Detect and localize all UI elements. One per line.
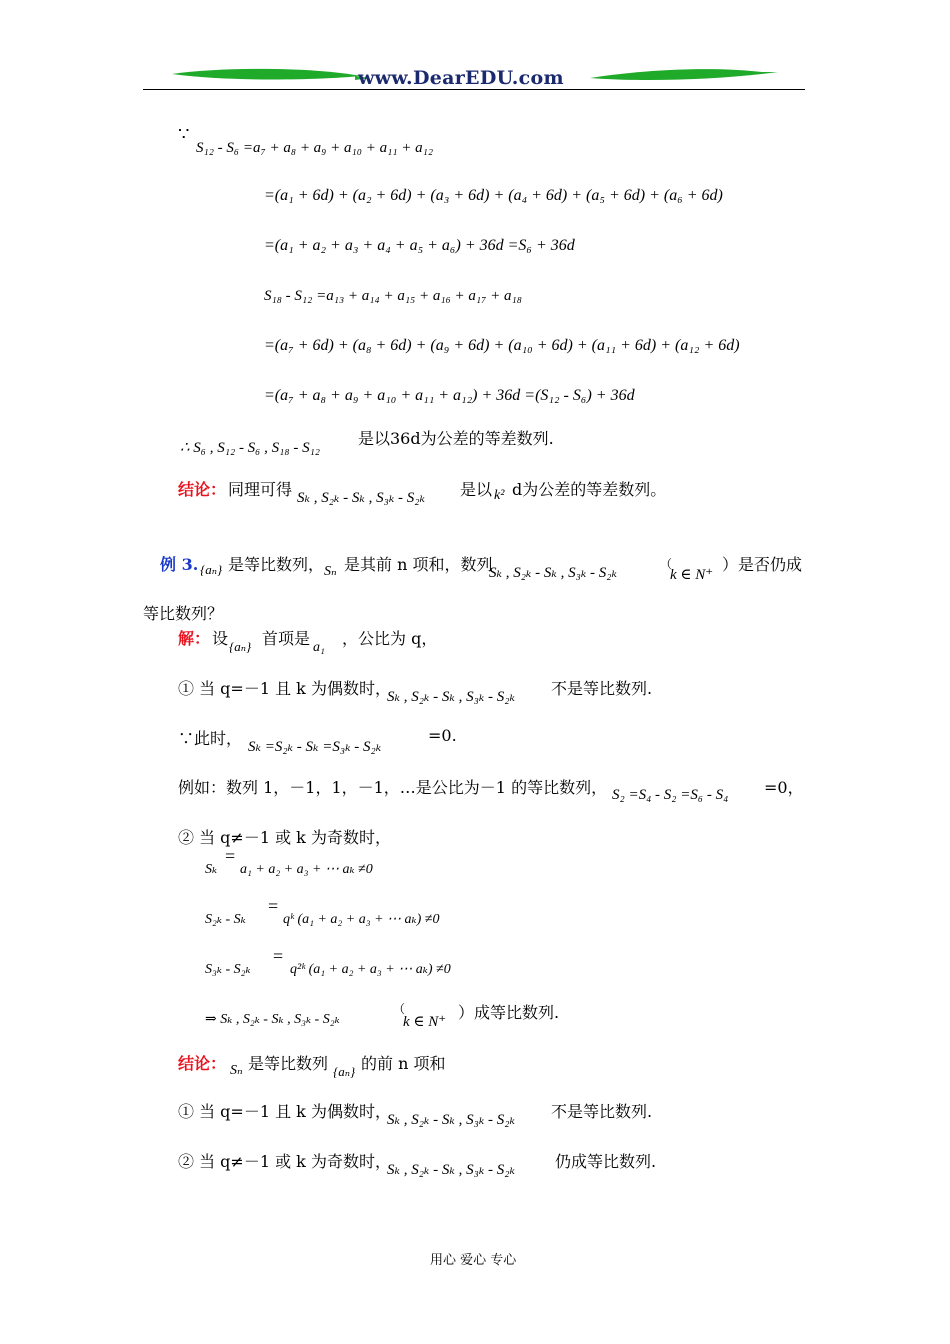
since-end: =0.	[428, 726, 457, 745]
case-2-text: ② 当 q≠－1 或 k 为奇数时，	[178, 828, 391, 847]
conclusion-2-case-1: ① 当 q=－1 且 k 为偶数时，	[178, 1102, 391, 1121]
conclusion-text: d为公差的等差数列。	[512, 480, 667, 499]
because-symbol: ∵	[178, 124, 190, 145]
derivation-2-eq: =	[268, 896, 279, 916]
conclusion-2-label: 结论：	[178, 1054, 227, 1073]
equation-line-6: =(a₇ + a₈ + a₉ + a₁₀ + a₁₁ + a₁₂) + 36d =(S₁₂ - S₆) + 36d	[264, 387, 635, 404]
example-paren: （	[660, 557, 673, 571]
derivation-3-eq: =	[273, 946, 284, 966]
example-sequence-math: S₂ =S₄ - S₂ =S₆ - S₄	[612, 787, 729, 803]
conclusion-2-case-1-end: 不是等比数列.	[551, 1102, 653, 1121]
sum-sn: Sₙ	[324, 564, 337, 579]
case-1-end: 不是等比数列.	[551, 679, 653, 698]
since-text: ∵此时，	[178, 729, 243, 748]
header-divider	[143, 89, 805, 90]
solution-label: 解：	[178, 629, 211, 648]
sequence-an: {aₙ}	[229, 639, 252, 654]
derivation-4-paren: （	[393, 1002, 406, 1016]
equation-line-3: =(a₁ + a₂ + a₃ + a₄ + a₅ + a₆) + 36d =S₆ + 36d	[264, 237, 575, 254]
solution-text: 设	[212, 629, 229, 648]
sequence-an: {aₙ}	[200, 562, 223, 577]
logo-text: www.DearEDU.com	[358, 67, 564, 89]
derivation-4-condition: k ∈ N⁺	[403, 1014, 447, 1030]
example-text: 是等比数列，	[228, 555, 325, 574]
first-term: a₁	[313, 640, 325, 655]
k-squared: k²	[494, 488, 505, 503]
derivation-2-lhs: S₂ₖ - Sₖ	[205, 912, 246, 927]
equation-line-2: =(a₁ + 6d) + (a₂ + 6d) + (a₃ + 6d) + (a₄ + 6d) + (a₅ + 6d) + (a₆ + 6d)	[264, 187, 723, 204]
therefore-math: ∴ S₆ , S₁₂ - S₆ , S₁₈ - S₁₂	[180, 440, 321, 456]
conclusion-label: 结论：	[178, 480, 227, 499]
conclusion-text: 同理可得	[228, 480, 293, 499]
conclusion-2-case-2-math: Sₖ , S₂ₖ - Sₖ , S₃ₖ - S₂ₖ	[387, 1162, 515, 1178]
example-text: 等比数列？	[143, 604, 224, 623]
case-1-math: Sₖ , S₂ₖ - Sₖ , S₃ₖ - S₂ₖ	[387, 689, 515, 705]
since-math: Sₖ =S₂ₖ - Sₖ =S₃ₖ - S₂ₖ	[248, 739, 382, 755]
equation-line-5: =(a₇ + 6d) + (a₈ + 6d) + (a₉ + 6d) + (a₁₀ + 6d) + (a₁₁ + 6d) + (a₁₂ + 6d)	[264, 337, 740, 354]
example-text: ）是否仍成	[722, 555, 803, 574]
equation-line-1: S₁₂ - S₆ =a₇ + a₈ + a₉ + a₁₀ + a₁₁ + a₁₂	[196, 140, 434, 156]
conclusion-math: Sₖ , S₂ₖ - Sₖ , S₃ₖ - S₂ₖ	[297, 490, 425, 506]
example-sequence-text: 例如：数列 1，－1，1，－1，…是公比为－1 的等比数列，	[178, 778, 608, 797]
footer-text: 用心 爱心 专心	[430, 1253, 517, 1268]
derivation-4-math: ⇒ Sₖ , S₂ₖ - Sₖ , S₃ₖ - S₂ₖ	[205, 1012, 340, 1027]
example-label: 例 3.	[160, 555, 199, 574]
conclusion-2-case-1-math: Sₖ , S₂ₖ - Sₖ , S₃ₖ - S₂ₖ	[387, 1112, 515, 1128]
example-condition: k ∈ N⁺	[670, 567, 714, 583]
example-sequence-end: =0，	[764, 778, 804, 797]
sum-sn: Sₙ	[230, 1063, 243, 1078]
example-text: 是其前 n 项和，数列	[344, 555, 493, 574]
derivation-4-end: ）成等比数列.	[458, 1003, 560, 1022]
example-math: Sₖ , S₂ₖ - Sₖ , S₃ₖ - S₂ₖ	[489, 565, 617, 581]
conclusion-text: 是以	[460, 480, 493, 499]
derivation-1-eq: =	[225, 846, 236, 866]
conclusion-2-text: 的前 n 项和	[361, 1054, 446, 1073]
derivation-3-lhs: S₃ₖ - S₂ₖ	[205, 962, 251, 977]
derivation-1-rhs: a₁ + a₂ + a₃ + ⋯ aₖ ≠0	[240, 862, 373, 877]
case-1-text: ① 当 q=－1 且 k 为偶数时，	[178, 679, 391, 698]
solution-text: ，公比为 q，	[342, 629, 438, 648]
derivation-2-rhs: qᵏ (a₁ + a₂ + a₃ + ⋯ aₖ) ≠0	[283, 912, 440, 927]
derivation-3-rhs: q²ᵏ (a₁ + a₂ + a₃ + ⋯ aₖ) ≠0	[290, 962, 451, 977]
equation-line-4: S₁₈ - S₁₂ =a₁₃ + a₁₄ + a₁₅ + a₁₆ + a₁₇ + a₁₈	[264, 288, 522, 304]
conclusion-2-text: 是等比数列	[248, 1054, 329, 1073]
sequence-an: {aₙ}	[333, 1064, 356, 1079]
conclusion-2-case-2-end: 仍成等比数列.	[555, 1152, 657, 1171]
conclusion-2-case-2: ② 当 q≠－1 或 k 为奇数时，	[178, 1152, 391, 1171]
solution-text: 首项是	[262, 629, 311, 648]
therefore-text: 是以36d为公差的等差数列.	[358, 429, 554, 448]
derivation-1-lhs: Sₖ	[205, 862, 218, 877]
